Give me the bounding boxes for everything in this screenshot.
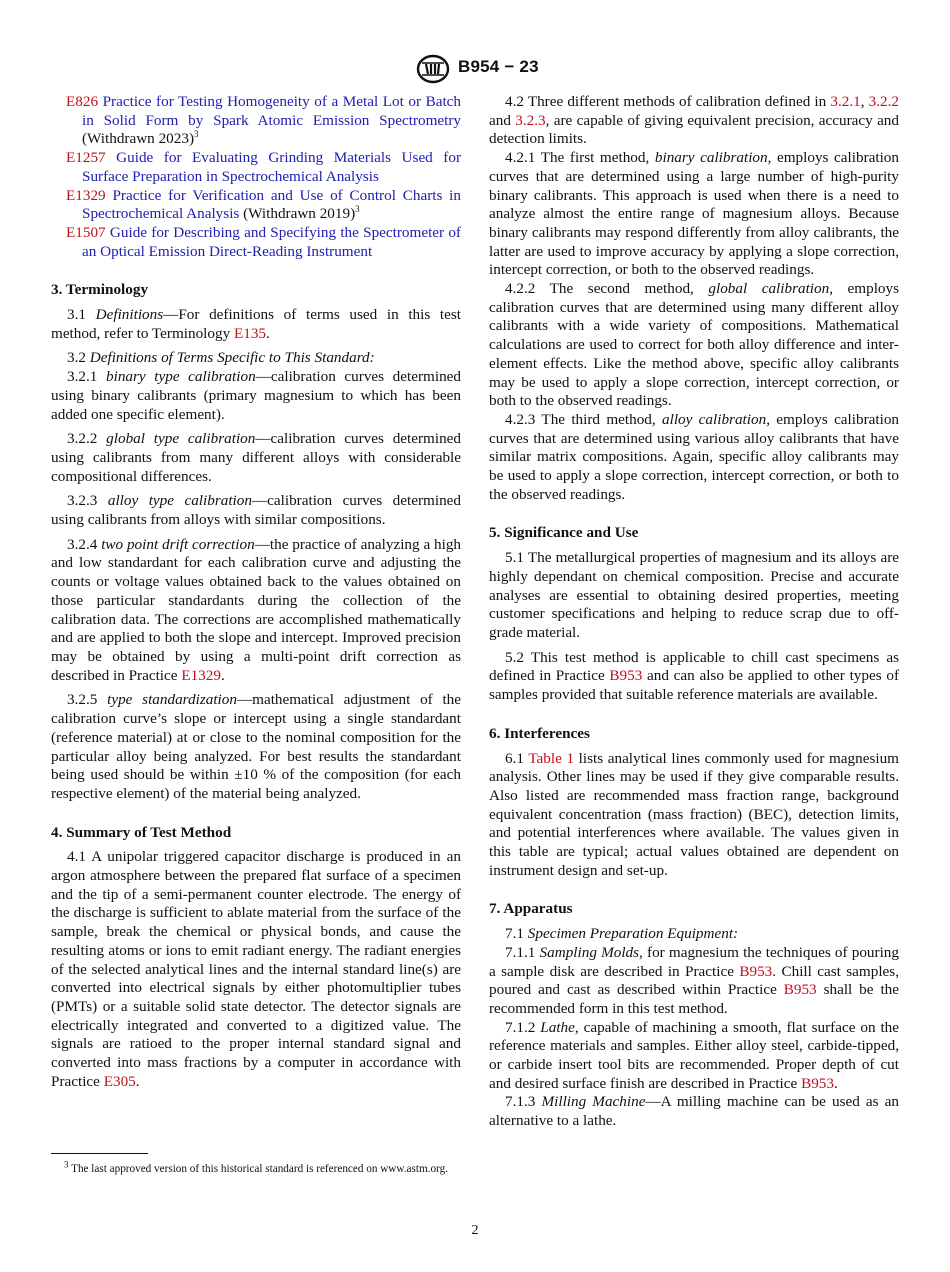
paragraph: 7.1.3 Milling Machine—A milling machine can be used as an alternative to a lathe. [489,1093,900,1130]
reference-title-link[interactable]: Guide for Describing and Specifying the Spectrometer of an Optical Emission Direct-Reading Instrument [82,223,461,260]
reference-title-link[interactable]: Guide for Evaluating Grinding Materials Used for Surface Preparation in Spectrochemical Analysis [82,149,461,185]
ref-3-2-1-link[interactable]: 3.2.1 [830,93,861,110]
section-heading: 7. Apparatus [489,900,573,918]
e305-link[interactable]: E305 [103,1072,136,1090]
paragraph: 3.2.1 binary type calibration—calibration curves determined using binary calibrants (primary magnesium to which has been added one specific element). [51,368,461,423]
b953-link[interactable]: B953 [783,981,817,999]
b953-link[interactable]: B953 [801,1074,834,1092]
reference-title-link[interactable]: Practice for Testing Homogeneity of a Metal Lot or Batch in Solid Form by Spark Atomic Emission Spectrometry [82,93,461,129]
paragraph: 5.2 This test method is applicable to chill cast specimens as defined in Practice B953 and can also be applied to other types of samples provided that suitable reference materials are available. [489,648,899,704]
page-header [0,54,950,84]
section-heading: 5. Significance and Use [489,524,639,542]
left-column [51,93,461,1091]
paragraph: 6.1 Table 1 lists analytical lines commonly used for magnesium analysis. Other lines may be used if they give comparable results. Also listed are recommended mass fraction range, background equivalent concentration (mass fraction) (BEC), detection limits, and potential interferences where available. The values given in this table are typical; actual values obtained are dependent on instrument design and set-up. [489,749,899,879]
reference-item [51,224,461,261]
paragraph: 5.1 The metallurgical properties of magnesium and its alloys are highly dependant on chemical composition. Precise and accurate analyses are essential to obtaining desired properties, meeting customer specifications and helping to reduce scrap due to off-grade material. [489,549,899,641]
footnote-divider [51,1153,148,1154]
reference-code-link[interactable]: E1329 [66,186,106,204]
paragraph: 3.2.5 type standardization—mathematical adjustment of the calibration curve’s slope or intercept using a single standardant (reference material) at or close to the nominal composition for the particular alloy being analyzed. For best results the standardant being used should be within ±10 % of the composition (for each respective element) of the material being analyzed. [51,691,462,802]
paragraph: 3.2.4 two point drift correction—the practice of analyzing a high and low standardant for each calibration curve and adjusting the counts or voltage values obtained back to the values obtained on those particular standardants during the collection of the calibration data. The corrections are accomplished mathematically and are applied to both the slope and intercept. Improved precision may be obtained by using a multi-point drift correction as described in Practice E1329. [51,535,462,684]
section-heading: 3. Terminology [51,281,149,299]
paragraph: 7.1.1 Sampling Molds, for magnesium the techniques of pouring a sample disk are described in Practice B953. Chill cast samples, poured and cast as described within Practice B953 shall be the recommended form in this test method. [489,943,899,1017]
paragraph: 4.1 A unipolar triggered capacitor discharge is produced in an argon atmosphere between the prepared flat surface of a specimen and the tip of a semi-permanent counter electrode. The energy of the discharge is sufficient to ablate material from the surface of the sample, break the chemical or physical bonds, and cause the resulting atoms or ions to emit radiant energy. The radiant energies of the selected analytical lines and the internal standard line(s) are converted into electrical signals by either photomultiplier tubes (PMTs) or a suitable solid state detector. The detector signals are electrically integrated and converted to a digitized value. The signals are ratioed to the proper internal standard signal and converted into mass fractions by a computer in accordance with Practice E305. [51,848,461,1090]
e1329-link[interactable]: E1329 [181,666,221,684]
reference-item: E1329 Practice for Verification and Use of Control Charts in Spectrochemical Analysis (Withdrawn 2019)$^3$ [66,186,461,223]
b953-link[interactable]: B953 [609,667,643,685]
ref-3-2-2-link[interactable]: 3.2.2 [868,93,900,110]
e135-link[interactable]: E135 [233,324,267,342]
section-heading: 4. Summary of Test Method [51,823,232,841]
reference-code-link[interactable]: E826 [66,93,99,110]
page-number: 2 [471,1223,479,1238]
section-heading: 6. Interferences [489,724,590,742]
paragraph: 3.1 Definitions—For definitions of terms used in this test method, refer to Terminology E135. [51,306,462,342]
paragraph: 7.1 Specimen Preparation Equipment: [505,925,739,943]
reference-item: E826 Practice for Testing Homogeneity of a Metal Lot or Batch in Solid Form by Spark Atomic Emission Spectrometry (Withdrawn 2023)$^3$ [66,93,461,148]
reference-item [51,149,461,186]
paragraph: 4.2.3 The third method, alloy calibration, employs calibration curves that are determined using various alloy calibrants that have similar matrix compositions. Again, specific alloy calibrants may be used to apply a slope correction, intercept correction, or both to the observed readings. [489,410,900,503]
paragraph: 4.2.2 The second method, global calibration, employs calibration curves that are determined using many different alloy calibrants with a wide variety of compositions. Mathematical calculations are used to correct for both alloy difference and inter-element effects. Like the method above, specific alloy calibrants may be used to apply a slope correction, intercept correction, or both to the observed readings. [489,280,900,410]
right-column [489,93,899,1131]
reference-code-link[interactable]: E1507 [66,223,106,241]
b953-link[interactable]: B953 [739,962,773,980]
reference-code-link[interactable]: E1257 [66,149,106,167]
document-id: B954 − 23 [458,57,539,76]
astm-logo-icon [416,54,450,84]
paragraph: 3.2.3 alloy type calibration—calibration curves determined using calibrants from alloys with similar compositions. [51,492,461,529]
footnote: $^3$ The last approved version of this historical standard is referenced on www.astm.org. [64,1159,448,1175]
paragraph: 4.2 Three different methods of calibration defined in 3.2.1, 3.2.2 and 3.2.3, are capable of giving equivalent precision, accuracy and detection limits. [489,93,900,148]
paragraph: 4.2.1 The first method, binary calibration, employs calibration curves that are determined using a large number of high-purity binary calibrants. This approach is used when there is a need to analyze almost the entire range of magnesium alloys. Because binary calibrants may respond differently from alloy calibrants, the latter are used to improve accuracy by applying a slope correction, intercept correction, or both to the observed readings. [489,149,899,279]
ref-3-2-3-link[interactable]: 3.2.3 [515,111,546,129]
paragraph: 3.2.2 global type calibration—calibration curves determined using calibrants from many different alloys with considerable compositional differences. [51,430,462,485]
reference-title-link[interactable]: Practice for Verification and Use of Control Charts in Spectrochemical Analysis [82,186,461,223]
paragraph: 7.1.2 Lathe, capable of machining a smooth, flat surface on the reference materials and samples. Either alloy steel, carbide-tipped, or carbide insert tool bits are recommended. Proper depth of cut and desired surface finish are described in Practice B953. [489,1018,900,1092]
paragraph: 3.2 Definitions of Terms Specific to This Standard: [67,349,375,367]
table-1-link[interactable]: Table 1 [528,749,575,767]
